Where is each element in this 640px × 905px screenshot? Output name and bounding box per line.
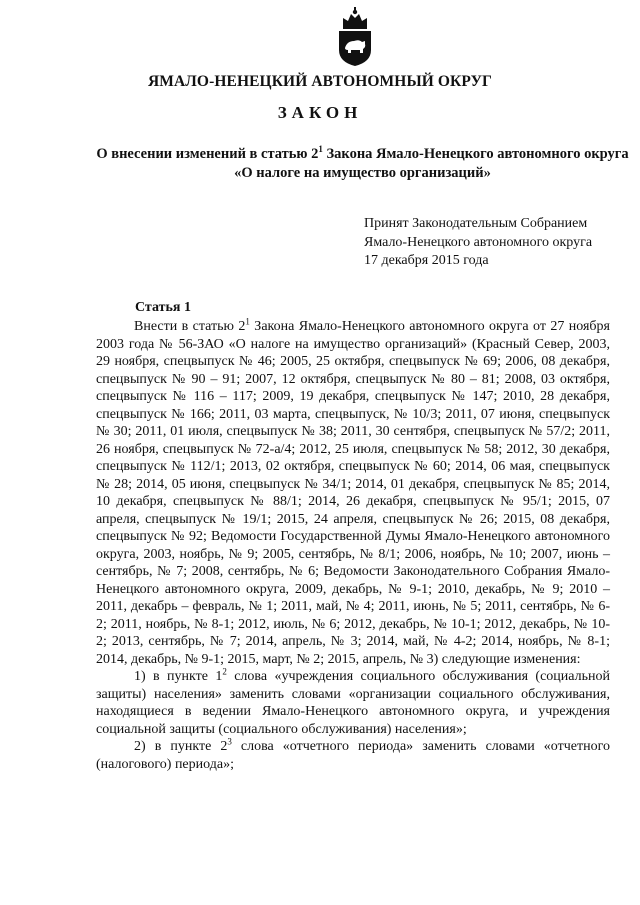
amendment-item-1: 1) в пункте $1^2$ слова «учреждения социального обслуживания (социальной защиты) населения» заменить словами «организации социального обслуживания, находящиеся в ведении Ямало-Ненецкого автономного округа, и учреждения социальной защиты (социального обслуживания) населения»; (96, 666, 610, 737)
document-title: О внесении изменений в статью $2^1$ Закона Ямало-Ненецкого автономного округа «О налоге на имущество организаций» (96, 144, 629, 181)
coat-of-arms-emblem (335, 6, 375, 68)
region-name: ЯМАЛО-НЕНЕЦКИЙ АВТОНОМНЫЙ ОКРУГ (147, 73, 493, 90)
adoption-line-2: Ямало-Ненецкого автономного округа (364, 234, 593, 250)
adoption-line-1: Принят Законодательным Собранием (364, 216, 588, 231)
document-type: ЗАКОН (277, 103, 363, 122)
article-intro-paragraph: Внести в статью $2^1$ Закона Ямало-Ненецкого автономного округа от 27 ноября 2003 года № 56-ЗАО «О налоге на имущество организаций» (Красный Север, 2003, 29 ноября, спецвыпуск № 46; 2005, 25 октября, спецвыпуск № 69; 2006, 08 декабря, спецвыпуск № 90 – 91; 2007, 12 октября, спецвыпуск № 80 – 81; 2008, 03 октября, спецвыпуск № 116 – 117; 2009, 19 декабря, спецвыпуск № 147; 2010, 28 декабря, спецвыпуск № 166; 2011, 03 марта, спецвыпуск, № 10/3; 2011, 07 июня, спецвыпуск № 30; 2011, 01 июля, спецвыпуск № 38; 2011, 30 сентября, спецвыпуск № 57/2; 2011, 26 ноября, спецвыпуск № 72-а/4; 2012, 25 июля, спецвыпуск № 58; 2012, 30 декабря, спецвыпуск № 112/1; 2013, 02 октября, спецвыпуск № 60; 2014, 06 мая, спецвыпуск № 28; 2014, 05 июня, спецвыпуск № 34/1; 2014, 01 декабря, спецвыпуск № 85; 2014, 10 декабря, спецвыпуск № 88/1; 2014, 26 декабря, спецвыпуск № 95/1; 2015, 07 апреля, спецвыпуск № 19/1; 2015, 24 апреля, спецвыпуск № 26; 2015, 08 декабря, спецвыпуск № 92; Ведомости Государственной Думы Ямало-Ненецкого автономного округа, 2003, ноябрь, № 9; 2005, сентябрь, № 8/1; 2006, ноябрь, № 10; 2007, июнь – сентябрь, № 7; 2008, сентябрь, № 6; Ведомости Законодательного Собрания Ямало-Ненецкого автономного округа, 2009, декабрь, № 9-1; 2010, декабрь, № 9; 2010 – 2011, декабрь – февраль, № 1; 2011, май, № 4; 2011, июнь, № 5; 2011, сентябрь, № 6-2; 2011, ноябрь, № 8-1; 2012, июль, № 6; 2012, декабрь, № 10-1; 2012, декабрь, № 10-2; 2013, сентябрь, № 7; 2014, апрель, № 3; 2014, май, № 4-2; 2014, ноябрь, № 8-1; 2014, декабрь, № 9-1; 2015, март, № 2; 2015, апрель, № 3) следующие изменения: (96, 316, 610, 667)
adoption-note (364, 215, 634, 271)
article-body (96, 318, 610, 773)
article-heading: Статья 1 (135, 300, 191, 315)
amendment-item-2: 2) в пункте $2^3$ слова «отчетного периода» заменить словами «отчетного (налогового) периода»; (96, 736, 610, 772)
adoption-date: 17 декабря 2015 года (364, 253, 489, 268)
